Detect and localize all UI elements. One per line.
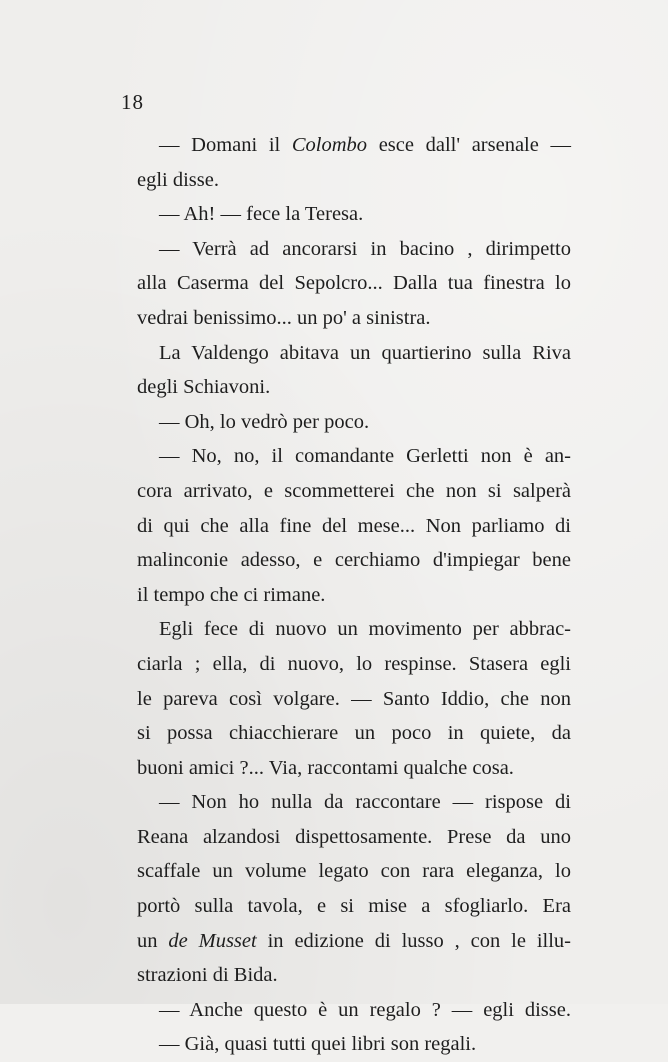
text-run: buoni amici ?... Via, raccontami qualche cosa.: [137, 756, 514, 779]
italic-title: Colombo: [291, 134, 368, 156]
text-run: — Oh, lo vedrò per poco.: [159, 410, 370, 433]
italic-title: de Musset: [168, 929, 257, 952]
text-run: si possa chiacchierare un poco in quiete, da: [137, 722, 571, 745]
text-run: — Domani il: [159, 134, 292, 156]
text-line: [137, 163, 571, 198]
text-run: Reana alzandosi dispettosamente. Prese da uno: [137, 825, 571, 848]
text-line: [137, 716, 571, 751]
text-line: [137, 820, 571, 855]
text-line: [137, 682, 571, 717]
text-line: [137, 889, 571, 924]
text-line: [137, 509, 571, 544]
text-line: [137, 266, 571, 301]
text-line: [137, 336, 571, 371]
text-line: [137, 612, 571, 647]
text-run: — Anche questo è un regalo ? — egli disse.: [159, 998, 571, 1021]
text-line: [137, 854, 571, 889]
text-run: — Verrà ad ancorarsi in bacino , dirimpetto: [159, 237, 571, 260]
text-run: portò sulla tavola, e si mise a sfogliarlo. Era: [137, 895, 571, 918]
text-line: [137, 958, 571, 993]
text-line: [137, 924, 571, 959]
text-line: [137, 301, 571, 336]
text-line: [137, 474, 571, 509]
text-run: alla Caserma del Sepolcro... Dalla tua finestra lo: [137, 272, 571, 295]
page-number: 18: [121, 90, 144, 114]
text-line: [137, 785, 571, 820]
text-line: [137, 197, 571, 232]
text-run: degli Schiavoni.: [137, 376, 271, 399]
text-line: [137, 1027, 571, 1062]
text-run: il tempo che ci rimane.: [137, 583, 326, 606]
text-run: scaffale un volume legato con rara eleganza, lo: [137, 860, 571, 883]
text-line: [137, 543, 571, 578]
text-run: le pareva così volgare. — Santo Iddio, che non: [137, 687, 571, 710]
text-run: egli disse.: [137, 168, 219, 191]
text-run: cora arrivato, e scommetterei che non si salperà: [137, 479, 571, 502]
text-run: vedrai benissimo... un po' a sinistra.: [137, 306, 431, 329]
text-run: un: [137, 929, 169, 952]
text-run: esce dall' arsenale —: [367, 134, 571, 156]
text-run: strazioni di Bida.: [137, 964, 278, 987]
text-line: [137, 370, 571, 405]
text-run: malinconie adesso, e cerchiamo d'impiegar bene: [137, 549, 571, 572]
text-line: [137, 647, 571, 682]
text-run: — No, no, il comandante Gerletti non è an-: [159, 445, 571, 468]
text-run: — Già, quasi tutti quei libri son regali.: [159, 1033, 477, 1056]
text-run: ciarla ; ella, di nuovo, lo respinse. Stasera egli: [137, 652, 571, 675]
text-line: [137, 993, 571, 1028]
text-run: Egli fece di nuovo un movimento per abbrac-: [159, 618, 571, 641]
text-run: La Valdengo abitava un quartierino sulla Riva: [159, 341, 571, 364]
text-run: — Ah! — fece la Teresa.: [159, 203, 364, 226]
text-line: [137, 232, 571, 267]
text-line: [137, 578, 571, 613]
text-run: di qui che alla fine del mese... Non parliamo di: [137, 514, 571, 537]
text-run: — Non ho nulla da raccontare — rispose di: [159, 791, 571, 814]
text-line: [137, 128, 571, 163]
text-line: [137, 751, 571, 786]
text-run: in edizione di lusso , con le illu-: [256, 929, 571, 952]
text-line: [137, 405, 571, 440]
page-text: [137, 128, 571, 1062]
text-line: [137, 439, 571, 474]
